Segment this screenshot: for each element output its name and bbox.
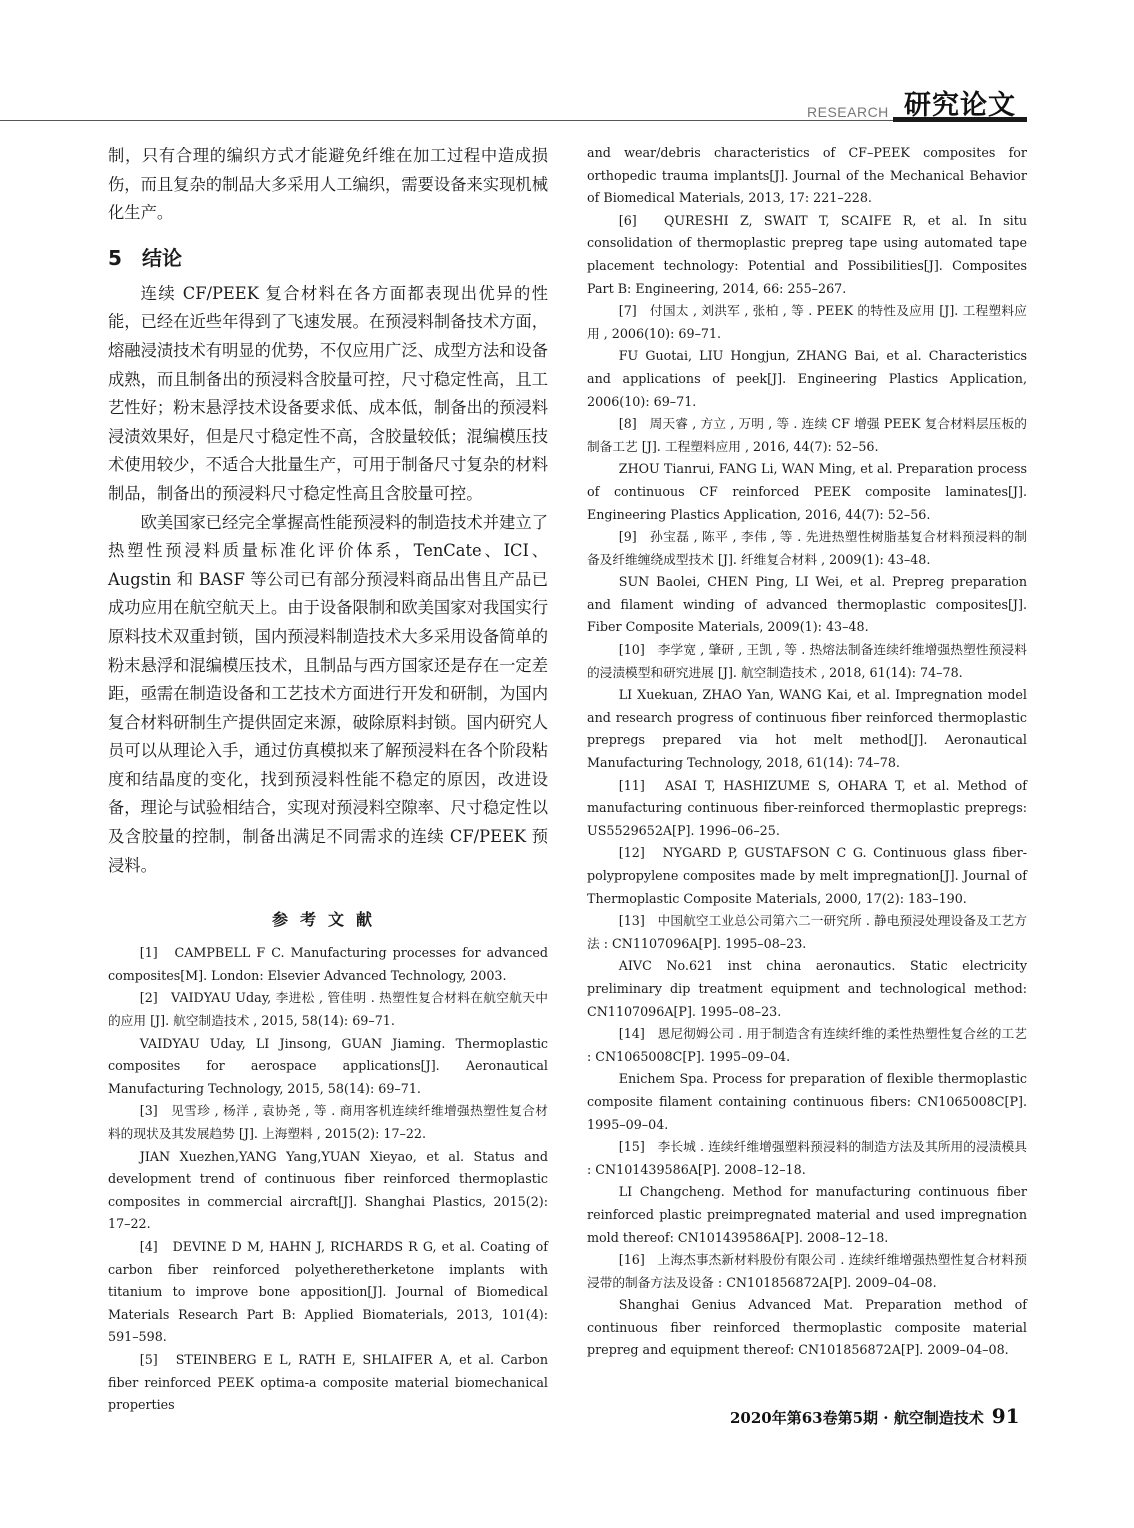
references-list-left bbox=[108, 942, 548, 1416]
reference-item: FU Guotai, LIU Hongjun, ZHANG Bai, et al. Characteristics and applications of peek[J]. Engineering Plastics Application, 2006(10): 69–71. bbox=[587, 348, 1027, 409]
reference-item: [9] 孙宝磊 , 陈平 , 李伟 , 等 . 先进热塑性树脂基复合材料预浸料的制备及纤维缠绕成型技术 [J]. 纤维复合材料 , 2009(1): 43–48. bbox=[587, 529, 1027, 567]
section-number: 5 bbox=[108, 245, 122, 270]
page-number: 91 bbox=[991, 1404, 1020, 1428]
header-section-en: RESEARCH bbox=[807, 104, 889, 120]
header-rule bbox=[0, 120, 893, 121]
reference-item: [8] 周天睿 , 方立 , 万明 , 等 . 连续 CF 增强 PEEK 复合材料层压板的制备工艺 [J]. 工程塑料应用 , 2016, 44(7): 52–56. bbox=[587, 416, 1027, 454]
section-heading bbox=[108, 242, 548, 274]
reference-item: LI Changcheng. Method for manufacturing continuous fiber reinforced plastic preimpregnated material and used impregnation mold thereof: CN101439586A[P]. 2008–12–18. bbox=[587, 1184, 1027, 1245]
reference-continued: and wear/debris characteristics of CF–PEEK composites for orthopedic trauma implants[J]. Journal of the Mechanical Behavior of Biomedical Materials, 2013, 17: 221–228. bbox=[587, 145, 1027, 206]
reference-item: [14] 恩尼彻姆公司 . 用于制造含有连续纤维的柔性热塑性复合丝的工艺 : CN1065008C[P]. 1995–09–04. bbox=[587, 1026, 1027, 1064]
page-footer bbox=[730, 1404, 1020, 1428]
reference-item: [7] 付国太 , 刘洪军 , 张柏 , 等 . PEEK 的特性及应用 [J]. 工程塑料应用 , 2006(10): 69–71. bbox=[587, 303, 1027, 341]
reference-item: [15] 李长城 . 连续纤维增强塑料预浸料的制造方法及其所用的浸渍模具 : CN101439586A[P]. 2008–12–18. bbox=[587, 1139, 1027, 1177]
reference-item: [3] 见雪珍 , 杨洋 , 袁协尧 , 等 . 商用客机连续纤维增强热塑性复合材料的现状及其发展趋势 [J]. 上海塑料 , 2015(2): 17–22. bbox=[108, 1103, 548, 1141]
reference-item: [12] NYGARD P, GUSTAFSON C G. Continuous glass fiber-polypropylene composites made by melt impregnation[J]. Journal of Thermoplastic Composite Materials, 2000, 17(2): 183–190. bbox=[587, 845, 1027, 906]
header-section-cn: 研究论文 bbox=[904, 90, 1016, 121]
right-column bbox=[587, 142, 1027, 1362]
reference-item: [10] 李学宽 , 肇研 , 王凯 , 等 . 热熔法制备连续纤维增强热塑性预浸料的浸渍模型和研究进展 [J]. 航空制造技术 , 2018, 61(14): 74–78. bbox=[587, 642, 1027, 680]
reference-item: [16] 上海杰事杰新材料股份有限公司 . 连续纤维增强热塑性复合材料预浸带的制备方法及设备 : CN101856872A[P]. 2009–04–08. bbox=[587, 1252, 1027, 1290]
references-list-right bbox=[587, 210, 1027, 1362]
intro-paragraph: 制，只有合理的编织方式才能避免纤维在加工过程中造成损伤，而且复杂的制品大多采用人工编织，需要设备来实现机械化生产。 bbox=[108, 146, 548, 223]
reference-item: [11] ASAI T, HASHIZUME S, OHARA T, et al. Method of manufacturing continuous fiber-reinforced thermoplastic prepregs: US5529652A[P]. 1996–06–25. bbox=[587, 777, 1027, 838]
reference-item: [13] 中国航空工业总公司第六二一研究所 . 静电预浸处理设备及工艺方法 : CN1107096A[P]. 1995–08–23. bbox=[587, 913, 1027, 951]
reference-item: ZHOU Tianrui, FANG Li, WAN Ming, et al. Preparation process of continuous CF reinforced PEEK composite laminates[J]. Engineering Plastics Application, 2016, 44(7): 52–56. bbox=[587, 461, 1027, 522]
left-column bbox=[108, 142, 548, 1417]
references-heading: 参考文献 bbox=[271, 910, 384, 930]
reference-item: VAIDYAU Uday, LI Jinsong, GUAN Jiaming. Thermoplastic composites for aerospace applications[J]. Aeronautical Manufacturing Technology, 2015, 58(14): 69–71. bbox=[108, 1035, 548, 1096]
reference-item: JIAN Xuezhen,YANG Yang,YUAN Xieyao, et al. Status and development trend of continuous fiber reinforced thermoplastic composites in commercial aircraft[J]. Shanghai Plastics, 2015(2): 17–22. bbox=[108, 1148, 548, 1232]
reference-item: Shanghai Genius Advanced Mat. Preparation method of continuous fiber reinforced thermoplastic composite material prepreg and equipment thereof: CN101856872A[P]. 2009–04–08. bbox=[587, 1297, 1027, 1358]
reference-item: LI Xuekuan, ZHAO Yan, WANG Kai, et al. Impregnation model and research progress of continuous fiber reinforced thermoplastic prepregs prepared via hot melt method[J]. Aeronautical Manufacturing Technology, 2018, 61(14): 74–78. bbox=[587, 687, 1027, 771]
reference-item: [4] DEVINE D M, HAHN J, RICHARDS R G, et al. Coating of carbon fiber reinforced polyetheretherketone implants with titanium to improve bone apposition[J]. Journal of Biomedical Materials Research Part B: Applied Biomaterials, 2013, 101(4): 591–598. bbox=[108, 1238, 548, 1345]
journal-issue: 2020年第63卷第5期 · 航空制造技术 bbox=[730, 1409, 984, 1427]
reference-item: SUN Baolei, CHEN Ping, LI Wei, et al. Prepreg preparation and filament winding of advanced thermoplastic composites[J]. Fiber Composite Materials, 2009(1): 43–48. bbox=[587, 574, 1027, 635]
reference-item: [1] CAMPBELL F C. Manufacturing processes for advanced composites[M]. London: Elsevier Advanced Technology, 2003. bbox=[108, 945, 548, 983]
reference-item: [2] VAIDYAU Uday, 李进松 , 管佳明 . 热塑性复合材料在航空航天中的应用 [J]. 航空制造技术 , 2015, 58(14): 69–71. bbox=[108, 990, 548, 1029]
section-title: 结论 bbox=[142, 245, 182, 270]
reference-item: [6] QURESHI Z, SWAIT T, SCAIFE R, et al. In situ consolidation of thermoplastic prepreg tape using automated tape placement technology: Potential and Possibilities[J]. Composites Part B: Engineering, 2014, 66: 255–267. bbox=[587, 212, 1027, 296]
reference-item: [5] STEINBERG E L, RATH E, SHLAIFER A, et al. Carbon fiber reinforced PEEK optima-a composite material biomechanical properties bbox=[108, 1351, 548, 1413]
conclusion-paragraph-1: 连续 CF/PEEK 复合材料在各方面都表现出优异的性能，已经在近些年得到了飞速发展。在预浸料制备技术方面，熔融浸渍技术有明显的优势，不仅应用广泛、成型方法和设备成熟，而且制备出的预浸料含胶量可控，尺寸稳定性高，且工艺性好；粉末悬浮技术设备要求低、成本低，制备出的预浸料浸渍效果好，但是尺寸稳定性不高，含胶量较低；混编模压技术使用较少，不适合大批量生产，可用于制备尺寸复杂的材料制品，制备出的预浸料尺寸稳定性高且含胶量可控。 bbox=[108, 283, 548, 503]
conclusion-paragraph-2: 欧美国家已经完全掌握高性能预浸料的制造技术并建立了热塑性预浸料质量标准化评价体系，TenCate、ICI、Augstin 和 BASF 等公司已有部分预浸料商品出售且产品已成功应用在航空航天上。由于设备限制和欧美国家对我国实行原料技术双重封锁，国内预浸料制造技术大多采用设备简单的粉末悬浮和混编模压技术，且制品与西方国家还是存在一定差距，亟需在制造设备和工艺技术方面进行开发和研制，为国内复合材料研制生产提供固定来源，破除原料封锁。国内研究人员可以从理论入手，通过仿真模拟来了解预浸料在各个阶段粘度和结晶度的变化，找到预浸料性能不稳定的原因，改进设备，理论与试验相结合，实现对预浸料空隙率、尺寸稳定性以及含胶量的控制，制备出满足不同需求的连续 CF/PEEK 预浸料。 bbox=[108, 512, 548, 875]
reference-item: Enichem Spa. Process for preparation of flexible thermoplastic composite filament containing continuous fibers: CN1065008C[P]. 1995–09–04. bbox=[587, 1071, 1027, 1132]
reference-item: AIVC No.621 inst china aeronautics. Static electricity preliminary dip treatment equipment and technological method: CN1107096A[P]. 1995–08–23. bbox=[587, 958, 1027, 1019]
